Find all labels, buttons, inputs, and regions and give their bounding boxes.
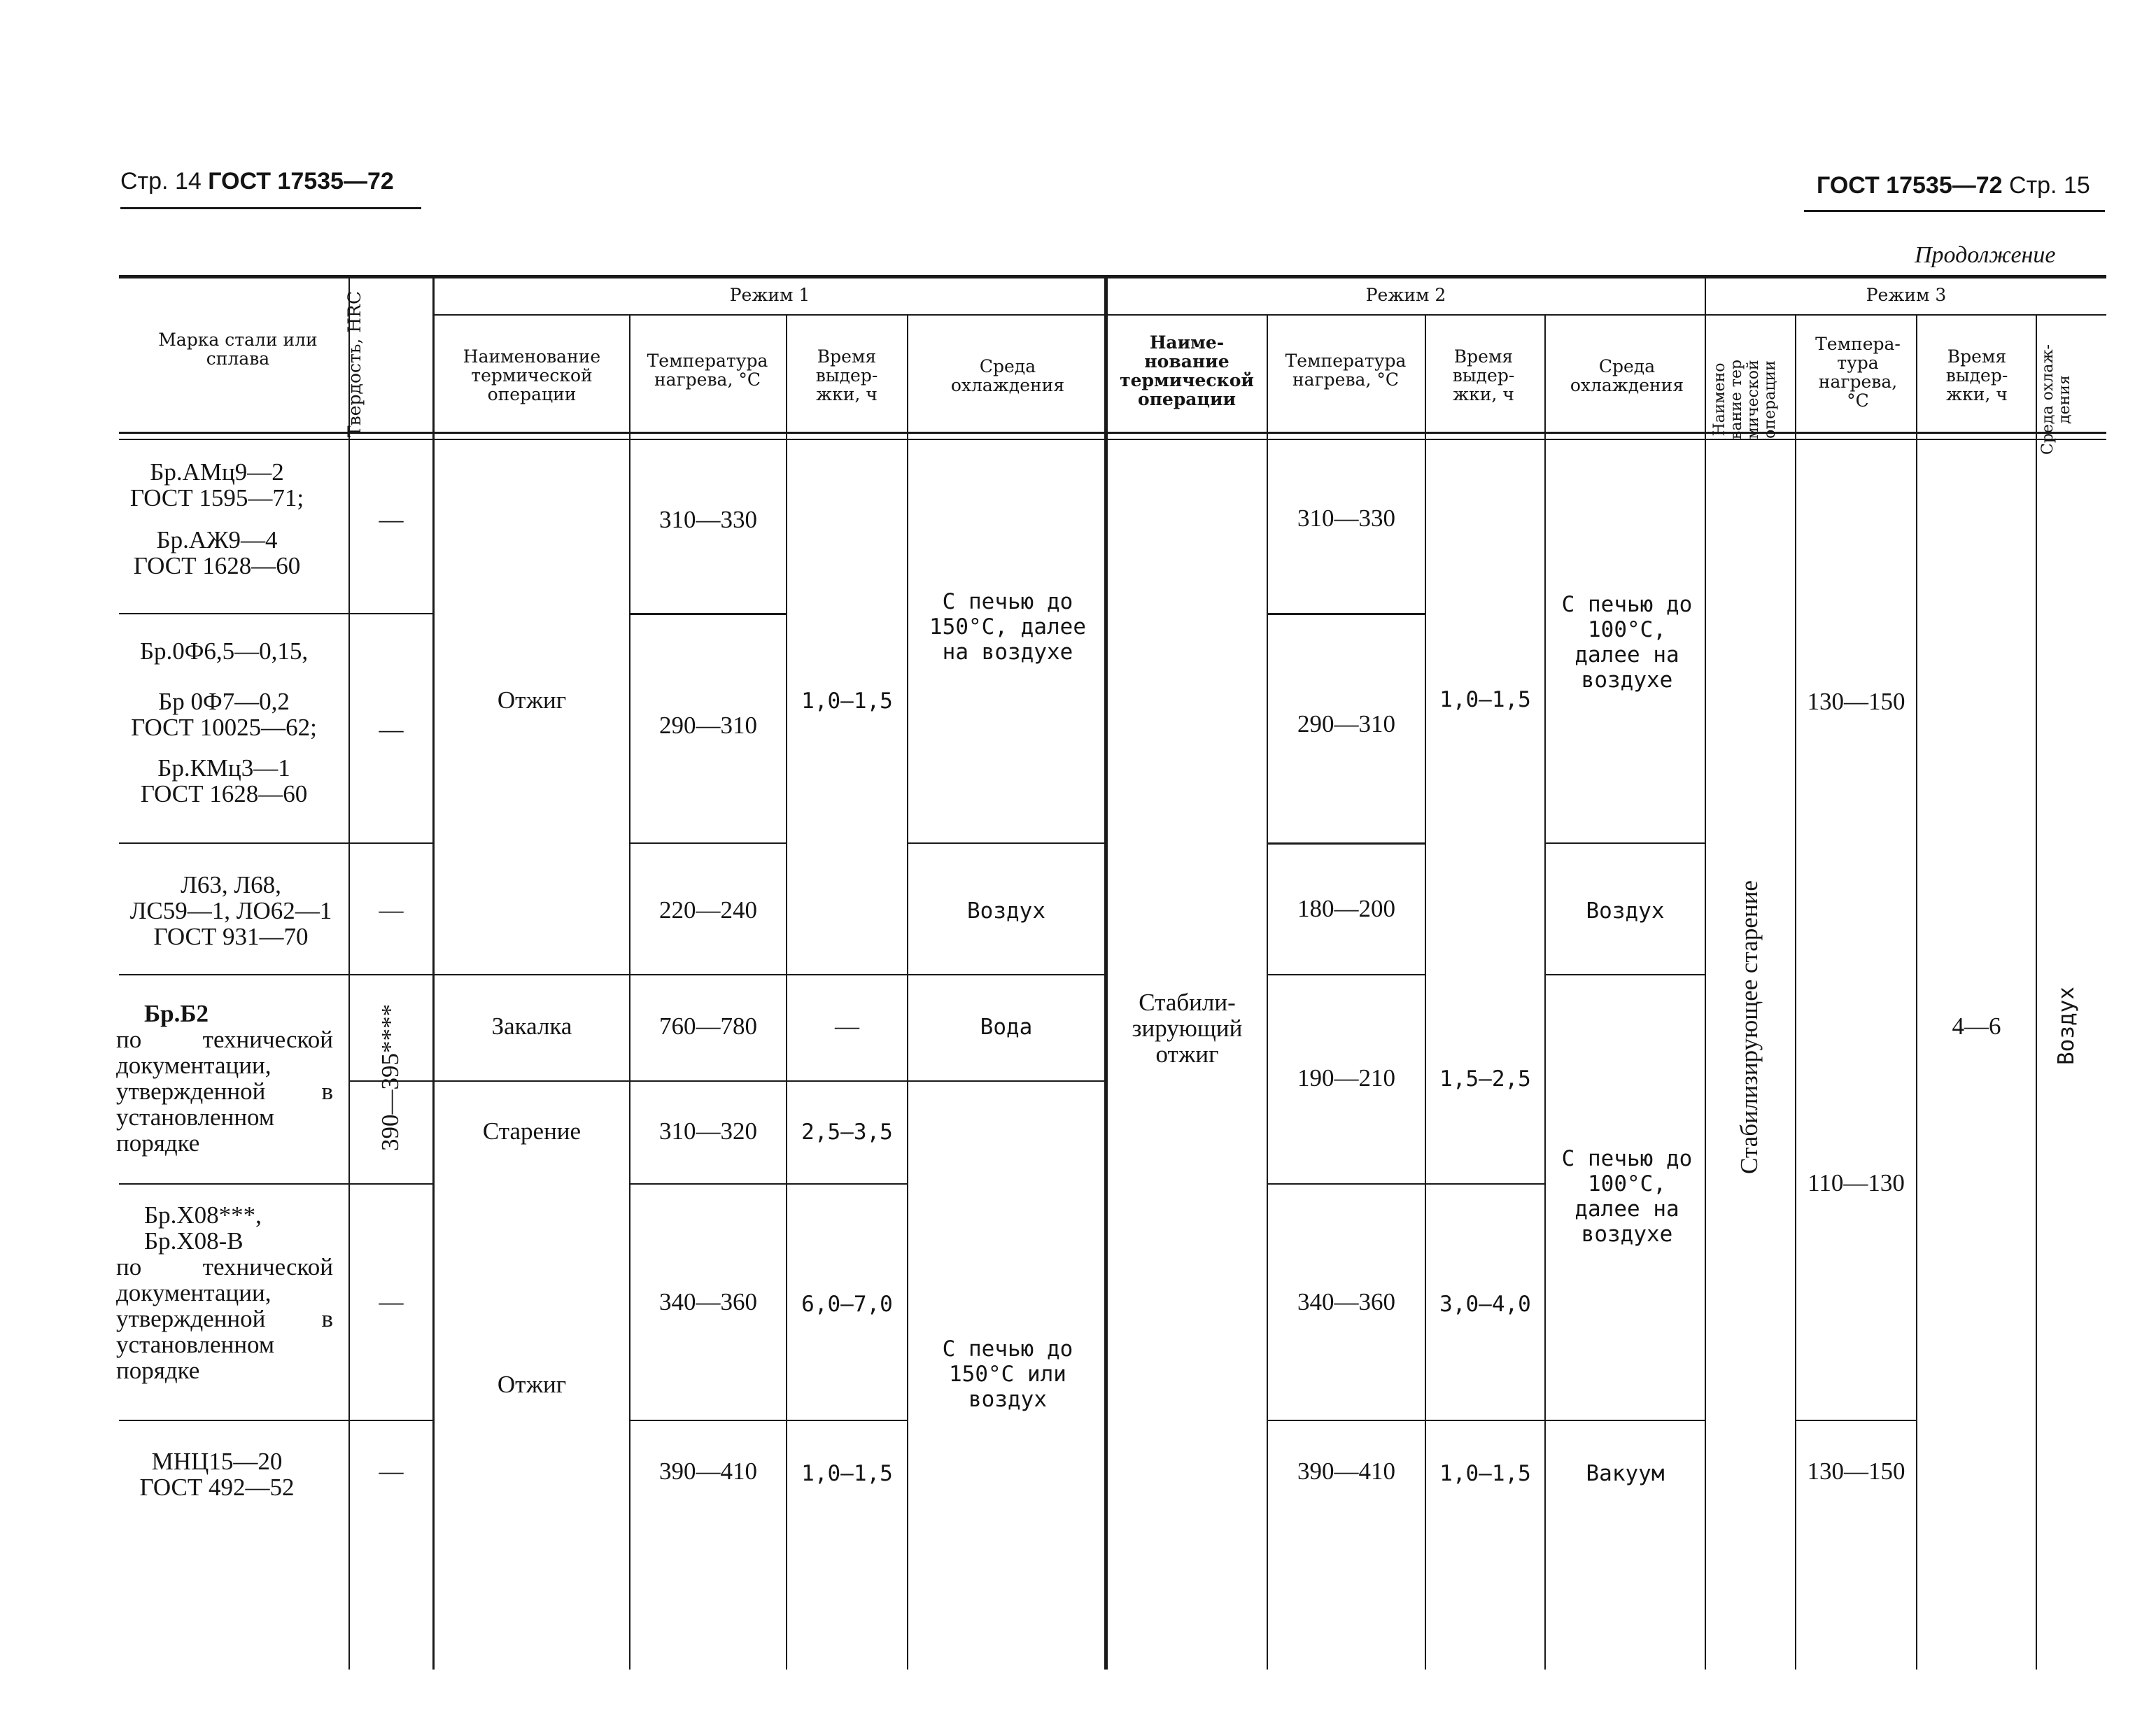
quench-time-cell: — bbox=[835, 1012, 859, 1040]
mode2-medium-header: Среда охлаждения bbox=[1570, 356, 1684, 395]
mode1-medium-header: Среда охлаждения bbox=[950, 356, 1065, 395]
mode3-temperature-cell: 130—150 bbox=[1807, 1458, 1905, 1485]
grade-cell: Бр.Х08***, Бр.Х08-В по технической документации, утвержденной в установленном порядке bbox=[116, 1201, 333, 1384]
mode3-title: Режим 3 bbox=[1866, 285, 1947, 305]
standard-ref: ГОСТ 17535—72 bbox=[208, 168, 394, 195]
hardness-cell: — bbox=[379, 896, 404, 924]
row-rule bbox=[119, 1420, 434, 1421]
continuation-label: Продолжение bbox=[1915, 242, 2056, 268]
grade-cell: Бр.АМц9—2 ГОСТ 1595—71; Бр.АЖ9—4 ГОСТ 1628—60 bbox=[129, 458, 304, 579]
quench-medium-cell: Вода bbox=[980, 1015, 1033, 1040]
row-rule bbox=[1267, 842, 1425, 845]
mode2-time-header: Время выдер-жки, ч bbox=[1452, 346, 1515, 404]
mode3-medium-cell: Воздух bbox=[2054, 987, 2079, 1065]
page-number: 14 bbox=[174, 168, 202, 195]
hardness-cell: — bbox=[379, 716, 404, 743]
mode1-operation-cell: Отжиг bbox=[497, 1371, 567, 1398]
row-rule bbox=[119, 974, 1105, 975]
row-rule bbox=[630, 842, 787, 844]
aging-temperature-cell: 310—320 bbox=[659, 1117, 757, 1145]
grade-cell: МНЦ15—20 ГОСТ 492—52 bbox=[139, 1448, 295, 1501]
mode1-time-header: Время выдер-жки, ч bbox=[815, 346, 878, 404]
mode1-medium-cell: С печью до 150°С, далее на воздухе bbox=[929, 589, 1086, 665]
grade-cell: Л63, Л68, ЛС59—1, ЛО62—1 ГОСТ 931—70 bbox=[129, 871, 332, 950]
mode1-temperature-cell: 390—410 bbox=[659, 1458, 757, 1485]
mode3-time-cell: 4—6 bbox=[1952, 1012, 2001, 1040]
row-rule bbox=[630, 1420, 907, 1421]
hardness-cell: — bbox=[379, 1458, 404, 1485]
col-divider bbox=[432, 277, 435, 1670]
mode2-title: Режим 2 bbox=[1365, 285, 1446, 305]
mode2-temperature-cell: 190—210 bbox=[1297, 1064, 1395, 1092]
standard-ref: ГОСТ 17535—72 bbox=[1817, 172, 2003, 199]
quench-temperature-cell: 760—780 bbox=[659, 1012, 757, 1040]
mode1-title: Режим 1 bbox=[729, 285, 810, 305]
mode2-temperature-cell: 310—330 bbox=[1297, 504, 1395, 532]
mode3-time-header: Время выдер-жки, ч bbox=[1945, 346, 2008, 404]
mode2-medium-cell: Вакуум bbox=[1586, 1461, 1665, 1486]
mode2-time-cell: 1,0—1,5 bbox=[1439, 1461, 1531, 1486]
aging-time-cell: 2,5—3,5 bbox=[801, 1120, 893, 1145]
row-rule bbox=[1267, 1420, 1705, 1421]
mode2-time-cell: 1,0—1,5 bbox=[1439, 687, 1531, 712]
mode-divider bbox=[1104, 277, 1108, 1670]
mode3-temperature-cell: 110—130 bbox=[1808, 1169, 1905, 1197]
mode1-medium-cell: С печью до 150°С или воздух bbox=[942, 1336, 1073, 1412]
row-rule bbox=[630, 1183, 907, 1185]
mode2-time-cell: 3,0—4,0 bbox=[1439, 1292, 1531, 1317]
grade-cell: Бр.0Ф6,5—0,15, Бр 0Ф7—0,2 ГОСТ 10025—62; Бр.КМц3—1 ГОСТ 1628—60 bbox=[131, 637, 317, 807]
row-rule bbox=[350, 1080, 1105, 1082]
col-divider bbox=[907, 314, 908, 1670]
mode2-medium-cell: С печью до 100°С, далее на воздухе bbox=[1561, 592, 1693, 693]
mode3-operation-header: Наимено вание тер мической операции bbox=[1711, 359, 1779, 440]
row-rule bbox=[1267, 613, 1425, 615]
mode2-operation-header: Наиме-нование термической операции bbox=[1120, 332, 1254, 409]
row-rule bbox=[1545, 974, 1705, 975]
quench-operation-cell: Закалка bbox=[491, 1012, 572, 1040]
mode2-temperature-header: Температура нагрева, °С bbox=[1285, 351, 1407, 390]
mode1-temperature-header: Температура нагрева, °С bbox=[647, 351, 768, 390]
mode2-temperature-cell: 290—310 bbox=[1297, 710, 1395, 738]
row-rule bbox=[908, 842, 1105, 844]
mode1-medium-cell: Воздух bbox=[967, 898, 1045, 924]
mode1-time-cell: 1,0—1,5 bbox=[801, 1461, 893, 1486]
page-number: 15 bbox=[2063, 172, 2090, 199]
mode2-temperature-cell: 340—360 bbox=[1297, 1288, 1395, 1315]
aging-operation-cell: Старение bbox=[482, 1117, 582, 1145]
row-rule bbox=[1267, 974, 1425, 975]
mode2-temperature-cell: 180—200 bbox=[1297, 895, 1395, 922]
mode2-medium-cell: С печью до 100°С, далее на воздухе bbox=[1561, 1146, 1693, 1247]
mode2-medium-cell: Воздух bbox=[1586, 898, 1665, 924]
mode2-time-cell: 1,5—2,5 bbox=[1439, 1066, 1531, 1092]
col-divider bbox=[1916, 314, 1917, 1670]
mode1-temperature-cell: 220—240 bbox=[659, 896, 757, 924]
mode3-temperature-cell: 130—150 bbox=[1807, 688, 1905, 715]
page-label: Стр. bbox=[2009, 172, 2057, 199]
row-rule bbox=[1545, 842, 1705, 844]
mode1-temperature-cell: 310—330 bbox=[659, 506, 757, 533]
row-rule bbox=[119, 1183, 434, 1185]
mode3-temperature-header: Темпера-тура нагрева, °С bbox=[1815, 334, 1901, 411]
row-rule bbox=[1796, 1420, 1917, 1421]
header-bottom-rule bbox=[119, 432, 2106, 434]
hardness-cell: — bbox=[379, 506, 404, 533]
mode3-operation-cell: Стабилизирующее старение bbox=[1735, 880, 1763, 1174]
mode1-time-cell: 1,0—1,5 bbox=[801, 689, 893, 714]
header-bottom-rule-2 bbox=[119, 439, 2106, 440]
row-rule bbox=[1267, 1183, 1545, 1185]
mode2-operation-cell: Стабили-зирующий отжиг bbox=[1132, 989, 1243, 1068]
mode1-temperature-cell: 290—310 bbox=[659, 712, 757, 739]
mode3-medium-header: Среда охлаж-дения bbox=[2039, 344, 2073, 456]
row-rule bbox=[119, 842, 434, 844]
hardness-cell: — bbox=[379, 1288, 404, 1315]
row-rule bbox=[630, 613, 787, 615]
hardness-cell: 390—395**** bbox=[376, 1004, 404, 1151]
mode-divider bbox=[1705, 277, 1706, 1670]
col-divider bbox=[2036, 314, 2037, 1670]
mode-subheader-rule bbox=[434, 314, 2106, 316]
grade-cell: Бр.Б2 по технической документации, утвержденной в установленном порядке bbox=[116, 1000, 333, 1157]
mode1-temperature-cell: 340—360 bbox=[659, 1288, 757, 1315]
col-header-grade: Марка стали или сплава bbox=[158, 330, 318, 369]
mode2-temperature-cell: 390—410 bbox=[1297, 1458, 1395, 1485]
row-rule bbox=[119, 613, 434, 614]
table-top-rule bbox=[119, 275, 2106, 278]
col-header-hardness: Твердость, HRC bbox=[344, 290, 365, 437]
mode1-time-cell: 6,0—7,0 bbox=[801, 1292, 893, 1317]
mode1-operation-header: Наименование термической операции bbox=[463, 346, 601, 404]
mode1-operation-cell: Отжиг bbox=[497, 686, 567, 714]
page-label: Стр. bbox=[120, 168, 169, 195]
